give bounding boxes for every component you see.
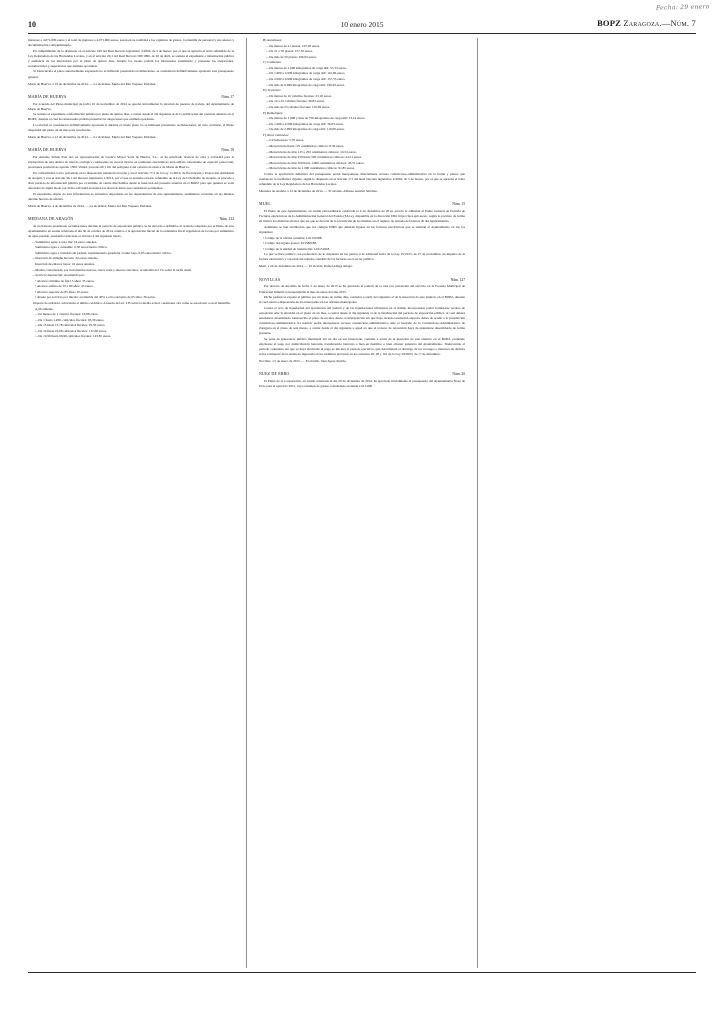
entry-heading [28,94,234,100]
column-divider-1 [246,38,247,968]
paragraph: La relación se considerará definitivamente aprobada si durante el citado plazo no se hubiesen presentado reclamaciones; en caso contrario, el Pleno dispondrá del plazo de un mes para resolverlas. [28,122,234,133]
page-folio: 10 [28,20,36,29]
paragraph: Al no haberse presentado reclamaciones durante el período de exposición pública, se ha elevado a definitivo el acuerdo adoptado por el Pleno de este Ayuntamiento en sesión celebrada el día 30 de octubre de 2014, relativo a la aprobación inicial de la ordenanza fiscal reguladora de la tasa por suministro de agua potable, quedando redactado el artículo 6 del siguiente modo: [28,223,234,239]
list-item: —Motocicletas de más de 1.000 centímetros cúbicos: 91,85 euros. [266,166,355,171]
list-item: —Inserción de enlaghe horario: 32 euros anuales. [32,256,99,261]
signature-line: María de Huerva, a 12 de diciembre de 2014. — La alcaldesa, María del Mar Vaquero Periánez. [28,135,157,140]
entry-number: Núm. 20 [452,372,465,377]
paragraph: Si transcurrido el plazo anteriormente expresado no se hubieran presentado reclamaciones, se considerará definitivamente aprobado este presupuesto general. [28,69,234,79]
list-item: • Abono por servicio por interés: acometida del 40% a otra convenio de 65 años: 36 euros. [35,295,156,300]
list-item: • Alcance: mínimo de fija 15 años: 35 euros. [35,278,95,283]
municipality-name: MARÍA DE HUERVA [28,147,67,153]
signature-line: Mezones de Aranda, a 12 de diciembre de 2014. — El alcalde, Alfonso Astúlez Sánchez. [259,189,378,194]
entry-number: Núm. 18 [221,148,234,153]
columns-container [28,38,696,968]
entry-number: Núm. 15 [452,202,465,207]
list-item: —De 16 hasta 19,08 cubículos fiscales: 131,00 euros. [35,328,107,333]
list-item: —De más de 2.999 kilogramos de carga útil: 110,69 euros. [266,127,345,132]
paragraph: Por decreto de Alcaldía de fecha 5 de enero de 2015 se ha aprobado el padrón de la tasa por prestación del servicio en la Escuela Municipal de Educación Infantil correspondiente al mes de enero del año 2015. [259,284,465,294]
publication-issue: Zaragoza.—Núm. 7 [623,18,696,28]
municipality-name: MARÍA DE HUERVA [28,93,67,99]
paragraph: Dicho padrón se expone al público por un plazo de veinte días, contados a partir del siguiente al de la inserción de este anuncio en el BOPZ, durante el cual estará a disposición de los interesados en las oficinas municipales. [259,295,465,305]
list-item: —De menos de 1.000 y más de 750 kilogramos de carga útil: 23,14 euros. [266,116,366,121]
list-item: • Alcance superior de 85 años: 30 euros. [35,289,89,294]
entry-heading [259,371,465,377]
paragraph: Contra la aprobación definitiva del presupuesto podrá interponerse directamente recurso contencioso-administrativo en la forma y plazos que establecen la normativa vigente, según lo dispuesto en el artículo 171 del Real Decreto legislativo 2/2004, de 5 de marzo, por el que se aprueba el texto refundido de la Ley Reguladora de las Haciendas Locales. [259,171,465,187]
header-rule [28,33,696,34]
paragraph: El Pleno de la Corporación, en sesión celebrada el día 29 de diciembre de 2014, ha aprobado inicialmente el presupuesto del Ayuntamiento Nuez de Ebro para el ejercicio 2015, cuyo resumen de gastos consolidado asciende a 613.000 [259,379,465,389]
entry-number: Núm. 122 [219,216,234,221]
list-item: —Medios concentrada, por incrementos nuevos, cierre zona y dueros concretos, acometida del 1% sobre la tarifa usual. [32,267,192,272]
list-item: D) Tractores: [263,88,281,93]
list-item: —De 19,99 hasta 99,99 cubículos fiscales: 143,85 euros. [35,334,112,339]
list-item: —Servicio depuración: Acometida por: [32,273,85,278]
paragraph: El expediente objeto de esta información se encuentra depositado en las dependencias de este Ayuntamiento, pudiéndose consultar en las mismas durante horario de oficina. [28,191,234,201]
date-stamp: Fecha: 29 enero [656,3,711,12]
column-divider-2 [477,38,478,968]
list-item: —De 1 hasta 1.200, cubículos fiscales: 65,30 euros. [35,317,105,322]
list-item: —De 21 a 50 plazas: 157,55 euros. [266,49,313,54]
entry-number: Núm. 17 [221,94,234,99]
entry-number: Núm. 127 [450,277,465,282]
list-item: —Motocicletas de más 125 a 250 centímetros cúbicos: 10,34 euros. [266,149,357,154]
paragraph: Se pone de ignorancia pública municipal ant de día en ese interesado, cuantías a partir de la inserción de este anuncio en el BOPZ, pudiendo efectuarse el pago por domiciliación bancaria, transferencia bancaria o bien en metálico o bien obtener ganancia del Ayuntamiento. Transcurrido el período voluntario sin que se haya efectuado el pago se iniciará el período ejecutivo, que determinará el devengo de los recargos e intereses de demora sobre el importe de la deuda no ingresada en los términos previstos en los artículos 26, 28 y 161 de la Ley 58/2003, de 17 de diciembre. [259,336,465,356]
signature-line: Novillas, a 5 de enero de 2015. — El alcalde, Juan Ayesa Zuriría. [259,359,347,364]
list-item: —De más de 50 plazas: 196,93 euros. [266,54,317,59]
paragraph: El Pleno de este Ayuntamiento, en sesión extraordinaria celebrada el 4 de diciembre de 2014, acordó la adhesión al Punto General de Entrada de Facturas electrónicas de la Administración General del Estado (FACe), disponible en la dirección URL https://face.gob.es/es/, según lo previsto de forma en rústica los distintos efectos que las que se decreta de la prevención de las mismas en el registro de entrada de facturas de del Ayuntamiento. [259,209,465,224]
list-item: —De 2.999 a 9.999 kilogramos de carga útil: 157,55 euros. [266,77,346,82]
paragraph: Lo que se hace público con preferencia de lo dispuesto en los puntos 4 de adicional sexta de la Ley 25/2013, de 27 de noviembre, de impulso de la factura electrónica y creación del registro contable de las facturas en el sector público. [259,252,465,262]
list-item: —Motocicletas hasta 125 centímetros cúbicos: 8,39 euros. [266,143,345,148]
entry-heading [28,216,234,222]
paragraph: Por acuerdo del Pleno municipal de fecha 22 de noviembre de 2014 se aprobó inicialmente la relación de puestos de trabajo del Ayuntamiento de María de Huerva. [28,101,234,111]
entry-heading [259,277,465,283]
list-item: —Suministro agua: Cuota fija: 16 euros anuales. [32,239,98,244]
column-1 [28,38,234,340]
column-2 [259,38,465,390]
municipality-name: MUEL [259,201,271,207]
list-item: —De 16 a 25 caballos fiscales: 36,83 euros. [266,99,325,104]
list-item: A) Pertinente. [35,306,54,311]
list-item: F) Otros vehículos: [263,132,289,137]
paragraph: En conformidad con lo prevenido en la disposición transitoria novena y en el artículo 77.3 de la Ley 11/2014, de Prevención y Protección Ambiental de Aragón, y con el artículo 36.1 del Decreto legislativo 1/2014, por el que se aprueba el texto refundido de la Ley de Urbanismo de Aragón, se procede a abrir período de información pública por el término de veinte días hábiles desde la inserción del presente anuncio en el BOPZ para que quienes se vean afectados de algún modo por dicha actividad presenten las observaciones que consideren pertinentes. [28,170,234,191]
paragraph: Por Antonio Simón Esté del, en representación de Cuenco Mayor Sería de Huerva, S.L., se ha solicitado licencia de obra y actividad para la explotación de una dedica de nuevas ecológica conducente en cuevas típicas en reuniones electrónicas urea-sulfato cabecitante de especial protección, posiciones productivas aparato 1309. Vallad, parcelas 66 y 60, del polígono 4 del catastro de rústica de María de Huerva. [28,155,234,170]
paragraph: Se somete el expediente a información pública por plazo de quince días, a contar desde el día siguiente al de la publicación del presente anuncio en el BOPZ, durante el cual los interesados podrán presentar las alegaciones que estimen oportunas. [28,112,234,122]
entry-heading [28,147,234,153]
municipality-name: NUEZ DE EBRO [259,371,290,377]
list-item: —En menos de 1 catastro fiscales: 16,88 euros. [35,312,99,317]
list-item: —De menos de 1.000 kilogramos de carga útil: 55,33 euros. [266,65,347,70]
paragraph: Asimismo se han establecido que los códigos DIR3 que deberán figurar en las facturas electrónicas que se remitan al Ayuntamiento en los los siguientes: [259,224,465,234]
publication-name: BOPZ [597,18,622,28]
signature-line: María de Huerva, a 19 de diciembre de 2014. — La alcaldesa, María del Mar Vaquero Periánez. [28,81,157,86]
list-item: • Alcance sulfato de 50 a 80 años: 45 euros. [35,284,94,289]
list-item: Suministro agua a consumir: 0,30 euros/metro cúbico. [35,245,108,250]
publication-title [597,18,696,28]
list-item: • Código de la unidad de tramitación: L01151818. [263,246,330,251]
signature-line: Muel, a 26 de diciembre de 2014. — El alcalde, Rafael Allaga Allaga. [259,264,353,269]
paragraph: Contra el acto de liquidación del aprobación del padrón y de las liquidaciones tributarias en el mismo incorporadas podrá formularse recurso de reposición ante la Alcaldía en el plazo de un mes, a contar desde el día siguiente al de la finalización del período de exposición pública, al cual deberá entenderse desestimado transcurrido el plazo de un mes desde su interposición sin que haya recaído resolución expresa. Antes de acudir a lo jurisdicción contencioso-administrativa, ha realizar podrá interponerse recurso contencioso-administrativo ante el Juzgado de lo Contencioso-Administrativo de Zaragoza en el plazo de seis meses, a contar desde el día siguiente a aquel en que el recurso de reposición haya de entenderse desestimado de forma presunta. [259,305,465,336]
list-item: —De 1.000 a 2.999 kilogramos de carga útil: 36,83 euros. [266,121,344,126]
signature-line: María de Huerva, 4 de diciembre de 2014. — La alcaldesa, María del Mar Vaquero Periánez. [28,203,153,208]
list-item: Suministro agua a vivienda sin padrón, suplementaria guardería a taller bajo, 0,03 euros/metro cúbico. [35,250,172,255]
list-item: Inserción de enlaces bajos: 16 euros anuales. [35,261,95,266]
list-item: —Motocicletas de más 500 hasta 1.000 centímetros cúbicos: 45,51 euros. [266,160,365,165]
list-item: —De menos de 21 plazas: 107,00 euros. [266,43,321,48]
list-item: —De más de 9.999 kilogramos de carga útil: 196,93 euros. [266,82,345,87]
list-item: —De 15 hasta 15,78 cubículos fiscales: 95,50 euros. [35,323,106,328]
list-item: B) Autobuses: [263,38,283,42]
issue-date: 10 enero 2015 [340,20,384,29]
paragraph: intereses a 4.071.000 euros y el total de ingresos a 4.071.000 euros, pasan en su totalidad a los capítulos de gastos, la plantilla de personal y sus anexos y documentación complementaria. [28,38,234,48]
list-item: • Código del órgano gestor: L01580188. [263,241,317,246]
list-item: —De menos de 16 caballos fiscales: 23,18 euros. [266,93,332,98]
paragraph: En cumplimiento de lo dispuesto en el artículo 169 del Real Decreto legislativo 2/2004, de 5 de marzo, por el que se aprueba el texto refundido de la Ley Reguladora de las Haciendas Locales, y en el artículo 20.1 del Real Decreto 500/1990, de 20 de abril, se somete el expediente a información pública y audiencia de los interesados por el plazo de quince días, durante los cuales podrán los interesados examinarlo y presentar las alegaciones, reclamaciones y sugerencias que estimen oportunas. [28,48,234,68]
entry-heading [259,201,465,207]
footer-rule [28,972,696,973]
list-item: —De más de 25 caballos fiscales: 110,69 euros. [266,104,331,109]
list-item: —De 1.000 a 2.999 kilogramos de carga útil: 110,86 euros. [266,71,346,76]
paragraph: Importe de enfriado: sobreviene el último cerámico: Acuerdo del art. 2 B sobre la media actual, cuestiones cita como se estacionar a escal mensible. [33,300,231,305]
list-item: C) Camiones: [263,60,282,65]
municipality-name: NOVILLAS [259,276,281,282]
municipality-name: MEDIANA DE ARAGÓN [28,215,74,221]
list-item: • Código de la oficina contable: L01150188. [263,235,323,240]
list-item: —Ciclomotores: 5,78 euros. [266,138,304,143]
list-item: E) Remolques: [263,110,283,115]
list-item: —Motocicletas de más 250 hasta 500 centímetros cúbicos: 24,51 euros. [266,155,362,160]
